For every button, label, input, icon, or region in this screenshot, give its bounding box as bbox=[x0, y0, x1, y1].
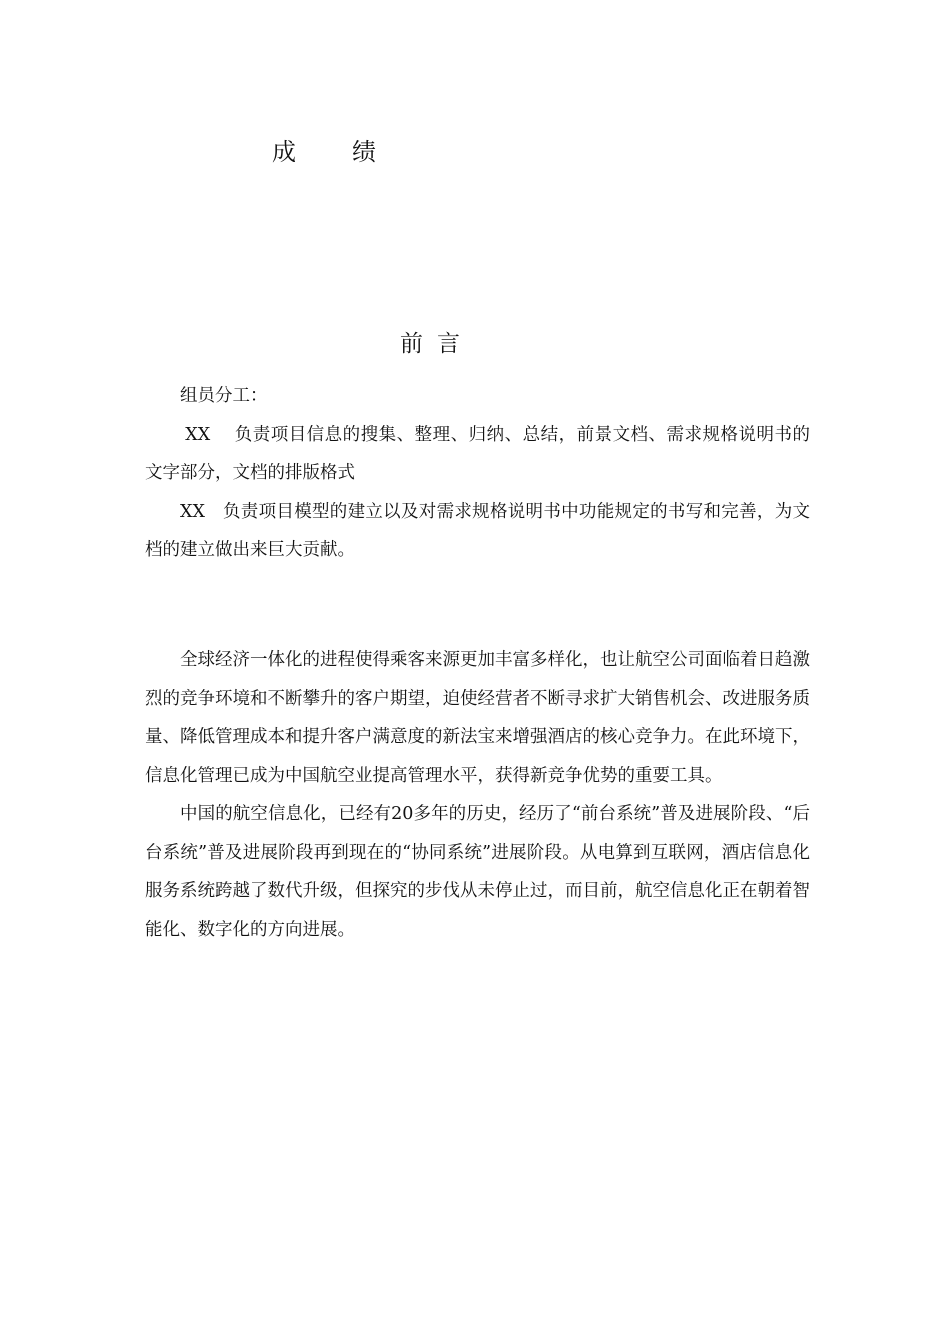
score-title bbox=[272, 132, 376, 167]
preface-title-char-2: 言 bbox=[437, 331, 460, 357]
preface-title bbox=[400, 325, 460, 358]
team-division-heading: 组员分工： bbox=[180, 386, 268, 406]
preface-title-char-1: 前 bbox=[400, 331, 423, 357]
team-member-1-duty: XX 负责项目信息的搜集、整理、归纳、总结，前景文档、需求规格说明书的文字部分，文档的排版格式 bbox=[145, 424, 810, 483]
preface-paragraph-2: 中国的航空信息化，已经有20多年的历史，经历了“前台系统”普及进展阶段、“后台系统”普及进展阶段再到现在的“协同系统”进展阶段。从电算到互联网，酒店信息化服务系统跨越了数代升级，但探究的步伐从未停止过，而目前，航空信息化正在朝着智能化、数字化的方向进展。 bbox=[145, 804, 810, 940]
team-division-section bbox=[145, 377, 810, 570]
team-member-2-duty: XX 负责项目模型的建立以及对需求规格说明书中功能规定的书写和完善，为文档的建立做出来巨大贡献。 bbox=[145, 501, 810, 560]
score-title-char-1: 成 bbox=[272, 138, 296, 166]
preface-paragraph-1: 全球经济一体化的进程使得乘客来源更加丰富多样化，也让航空公司面临着日趋激烈的竞争环境和不断攀升的客户期望，迫使经营者不断寻求扩大销售机会、改进服务质量、降低管理成本和提升客户满意度的新法宝来增强酒店的核心竞争力。在此环境下，信息化管理已成为中国航空业提高管理水平，获得新竞争优势的重要工具。 bbox=[145, 650, 810, 786]
score-title-char-2: 绩 bbox=[352, 138, 376, 166]
preface-body bbox=[145, 641, 810, 949]
